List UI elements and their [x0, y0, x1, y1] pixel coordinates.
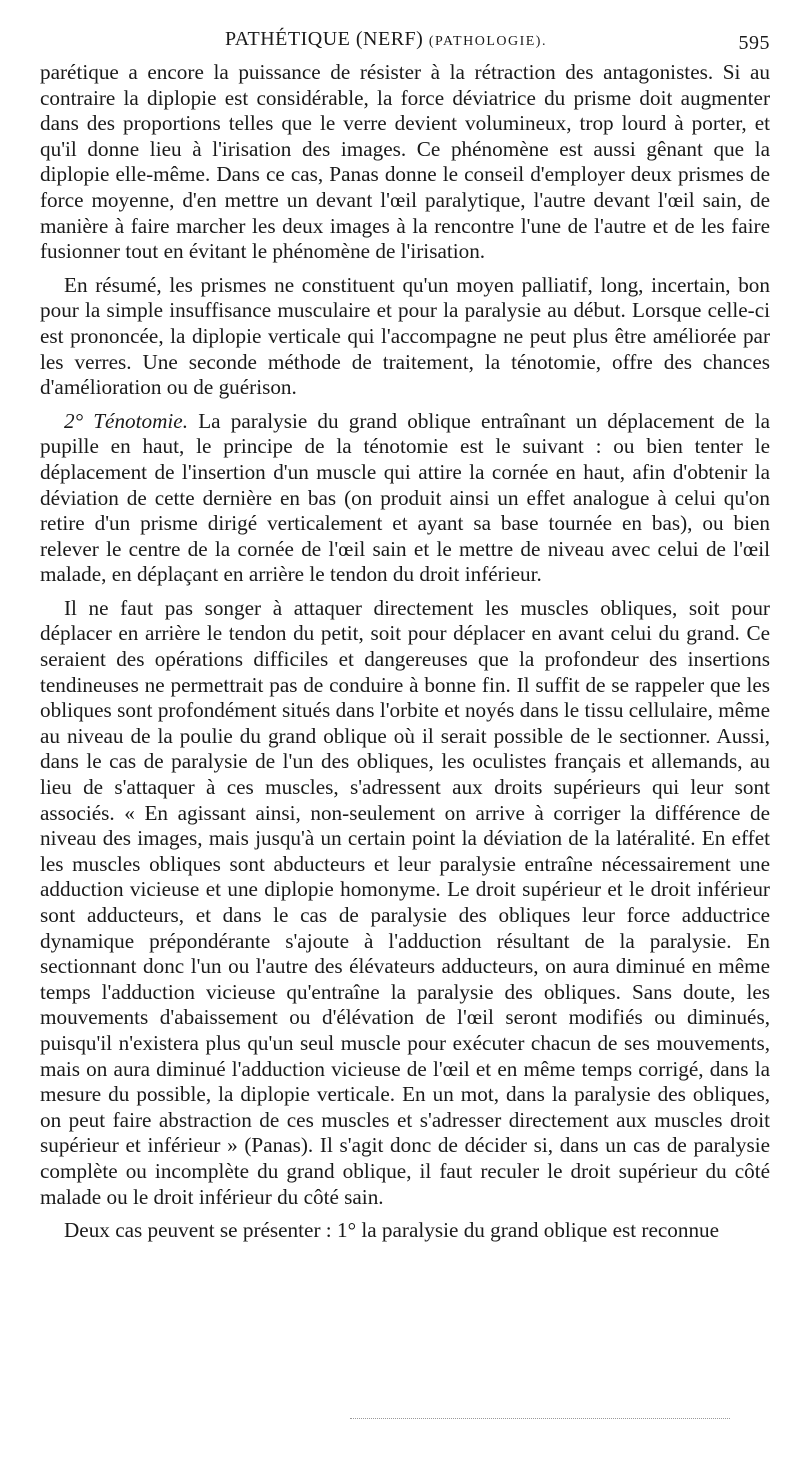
- body-text: [40, 60, 770, 1244]
- section-heading: 2° Ténotomie.: [64, 408, 189, 433]
- footer-rule: [350, 1418, 730, 1419]
- header-title-group: [225, 28, 547, 51]
- running-header: [40, 28, 770, 60]
- paragraph-2: En résumé, les prismes ne constituent qu'un moyen palliatif, long, incertain, bon pour la simple insuffisance musculaire et pour la paralysie au début. Lorsque celle-ci est prononcée, la diplopie verticale qui l'accompagne ne peut plus être améliorée par les verres. Une seconde méthode de traitement, la ténotomie, offre des chances d'amélioration ou de guérison.: [40, 272, 770, 400]
- header-subtitle: (PATHOLOGIE).: [428, 34, 547, 49]
- paragraph-4: Il ne faut pas songer à attaquer directement les muscles obliques, soit pour déplacer en arrière le tendon du petit, soit pour déplacer en avant celui du grand. Ce seraient des opérations difficiles et dangereuses que la profondeur des insertions tendineuses ne permettrait pas de conduire à bonne fin. Il suffit de se rappeler que les obliques sont profondément situés dans l'orbite et noyés dans le tissu cellulaire, même au niveau de la poulie du grand oblique où il serait possible de le sectionner. Aussi, dans le cas de paralysie de l'un des obliques, les oculistes français et allemands, au lieu de s'attaquer à ces muscles, s'adressent aux droits supérieurs qui leur sont associés. « En agissant ainsi, non-seulement on arrive à corriger la différence de niveau des images, mais jusqu'à un certain point la déviation de la latéralité. En effet les muscles obliques sont abducteurs et leur paralysie entraîne nécessairement une adduction vicieuse et une diplopie homonyme. Le droit supérieur et le droit inférieur sont adducteurs, et dans le cas de paralysie des obliques leur force adductrice dynamique prépondérante s'ajoute à l'adduction résultant de la paralysie. En sectionnant donc l'un ou l'autre des élévateurs adducteurs, on aura diminué en même temps l'adduction vicieuse qu'entraîne la paralysie des obliques. Sans doute, les mouvements d'abaissement ou d'élévation de l'œil seront modifiés ou diminués, puisqu'il n'existera plus qu'un seul muscle pour exécuter chacun de ses mouvements, mais on aura diminué l'adduction vicieuse de l'œil et en même temps corrigé, dans la mesure du possible, la diplopie verticale. En un mot, dans la paralysie des obliques, on peut faire abstraction de ces muscles et s'adresser directement aux muscles droit supérieur et inférieur » (Panas). Il s'agit donc de décider si, dans un cas de paralysie complète ou incomplète du grand oblique, il faut reculer le droit supérieur du côté malade ou le droit inférieur du côté sain.: [40, 595, 770, 1209]
- page-number: 595: [738, 32, 770, 54]
- paragraph-5: Deux cas peuvent se présenter : 1° la paralysie du grand oblique est reconnue: [64, 1218, 720, 1243]
- paragraph-1: parétique a encore la puissance de résister à la rétraction des antagonistes. Si au contraire la diplopie est considérable, la force déviatrice du prisme doit augmenter dans des proportions telles que le verre devient volumineux, trop lourd à porter, et qu'il donne lieu à l'irisation des images. Ce phénomène est aussi gênant que la diplopie elle-même. Dans ce cas, Panas donne le conseil d'employer deux prismes de force moyenne, d'en mettre un devant l'œil paralytique, l'autre devant l'œil sain, de manière à faire marcher les deux images à la rencontre l'une de l'autre et de les faire fusionner tout en évitant le phénomène de l'irisation.: [40, 60, 770, 264]
- section-text: La paralysie du grand oblique entraînant un déplacement de la pupille en haut, le principe de la ténotomie est le suivant : ou bien tenter le déplacement de l'insertion d'un muscle qui attire la cornée en haut, afin d'obtenir la déviation de cette dernière en bas (on produit ainsi un effet analogue à celui qu'on retire d'un prisme dirigé verticalement et ayant sa base tournée en bas), ou bien relever le centre de la cornée de l'œil sain et le mettre de niveau avec celui de l'œil malade, en déplaçant en arrière le tendon du droit inférieur.: [40, 408, 771, 587]
- paragraph-tenotomie: [40, 409, 770, 588]
- document-page: [40, 28, 770, 1244]
- header-title: PATHÉTIQUE (NERF): [225, 28, 424, 50]
